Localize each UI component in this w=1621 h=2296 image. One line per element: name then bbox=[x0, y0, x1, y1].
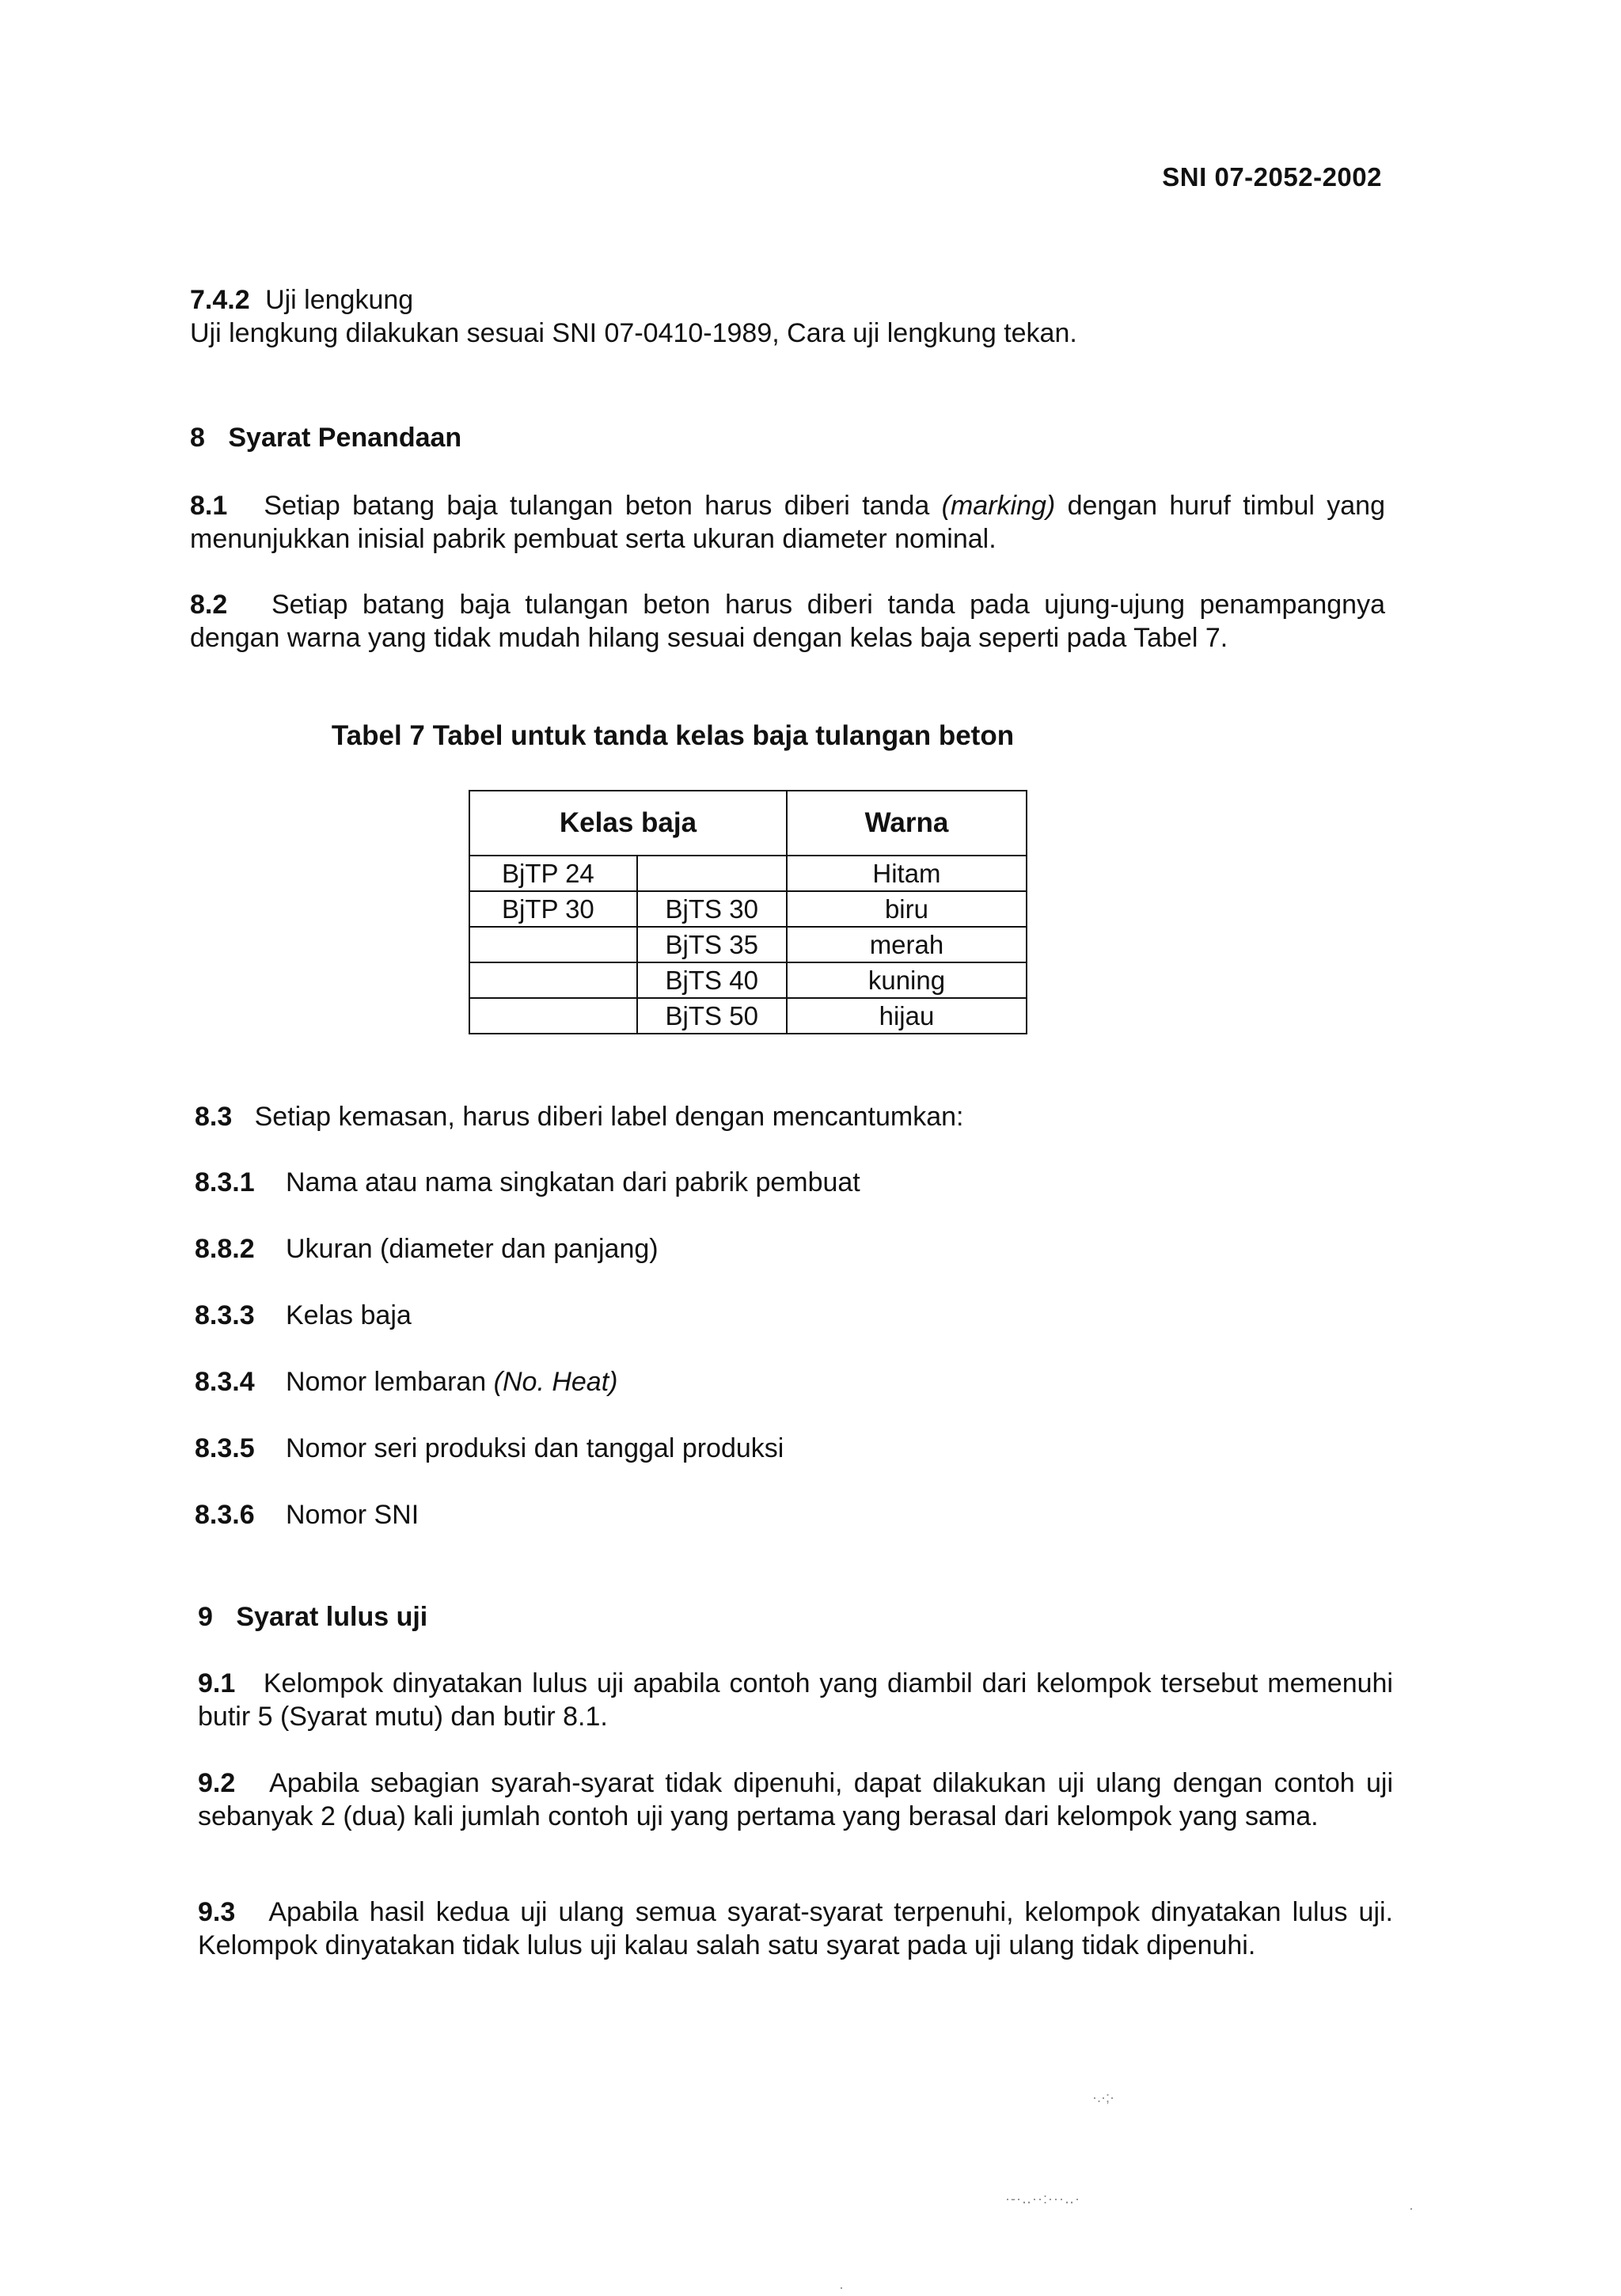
list-item-text: Nomor lembaran bbox=[286, 1367, 494, 1397]
paragraph-number: 8.3 bbox=[195, 1102, 233, 1132]
scan-speck: · bbox=[1409, 2200, 1414, 2216]
list-item-text: Kelas baja bbox=[286, 1300, 412, 1330]
paragraph-text-a: Setiap batang baja tulangan beton harus diberi tanda bbox=[264, 491, 942, 521]
paragraph-9-2 bbox=[198, 1767, 1393, 1833]
paragraph-text: Setiap batang baja tulangan beton harus diberi tanda pada ujung-ujung penampangnya dengan warna yang tidak mudah hilang sesuai dengan kelas baja seperti pada Tabel 7. bbox=[190, 590, 1385, 653]
list-item-text: Nama atau nama singkatan dari pabrik pembuat bbox=[286, 1167, 860, 1197]
scan-speck: ·.·;· bbox=[1092, 2089, 1114, 2105]
table-header-row bbox=[469, 791, 1027, 856]
paragraph-8-1 bbox=[190, 489, 1385, 556]
table-cell: BjTS 50 bbox=[637, 998, 787, 1034]
column-header-warna: Warna bbox=[787, 791, 1027, 856]
paragraph-text-italic: (marking) bbox=[941, 491, 1056, 521]
paragraph-9-1 bbox=[198, 1667, 1393, 1733]
list-item bbox=[195, 1234, 659, 1265]
section-number: 8 bbox=[190, 423, 205, 453]
section-8-heading bbox=[190, 423, 461, 454]
column-header-kelas-baja: Kelas baja bbox=[469, 791, 787, 856]
section-7-4-2-heading bbox=[190, 283, 1393, 317]
paragraph-number: 8.1 bbox=[190, 491, 228, 521]
table-cell bbox=[469, 998, 637, 1034]
paragraph-text: Kelompok dinyatakan lulus uji apabila contoh yang diambil dari kelompok tersebut memenuhi butir 5 (Syarat mutu) dan butir 8.1. bbox=[198, 1668, 1393, 1732]
table-cell: BjTS 30 bbox=[637, 891, 787, 927]
list-item-text: Nomor SNI bbox=[286, 1500, 419, 1530]
list-item-number: 8.3.4 bbox=[195, 1367, 255, 1397]
list-item bbox=[195, 1167, 860, 1198]
section-title: Uji lengkung bbox=[265, 285, 414, 315]
list-item bbox=[195, 1300, 412, 1331]
paragraph-number: 9.2 bbox=[198, 1768, 236, 1798]
paragraph-8-2 bbox=[190, 588, 1385, 655]
paragraph-number: 9.3 bbox=[198, 1897, 236, 1927]
document-id-header: SNI 07-2052-2002 bbox=[1162, 162, 1382, 192]
paragraph-number: 9.1 bbox=[198, 1668, 236, 1698]
table-cell bbox=[469, 962, 637, 998]
table-row bbox=[469, 962, 1027, 998]
table-row bbox=[469, 998, 1027, 1034]
scan-speck: ·-·‥··:···‥· bbox=[1005, 2191, 1080, 2207]
table-cell bbox=[637, 856, 787, 891]
paragraph-text: Apabila sebagian syarah-syarat tidak dipenuhi, dapat dilakukan uji ulang dengan contoh uji sebanyak 2 (dua) kali jumlah contoh uji yang pertama yang berasal dari kelompok yang sama. bbox=[198, 1768, 1394, 1831]
section-7-4-2-text: Uji lengkung dilakukan sesuai SNI 07-0410-1989, Cara uji lengkung tekan. bbox=[190, 318, 1077, 348]
list-item-number: 8.3.3 bbox=[195, 1300, 255, 1330]
scan-speck: · bbox=[839, 2279, 844, 2295]
list-item-text-italic: (No. Heat) bbox=[493, 1367, 618, 1397]
paragraph-text: Setiap kemasan, harus diberi label dengan mencantumkan: bbox=[254, 1102, 964, 1132]
table-7 bbox=[469, 790, 1027, 1034]
table-cell bbox=[469, 927, 637, 962]
section-number: 7.4.2 bbox=[190, 285, 250, 315]
list-item bbox=[195, 1433, 784, 1464]
paragraph-number: 8.2 bbox=[190, 590, 228, 620]
table-7-caption: Tabel 7 Tabel untuk tanda kelas baja tulangan beton bbox=[331, 720, 1015, 751]
table-cell: hijau bbox=[787, 998, 1027, 1034]
table-cell: BjTP 24 bbox=[469, 856, 637, 891]
section-title: Syarat Penandaan bbox=[228, 423, 462, 453]
paragraph-9-3 bbox=[198, 1896, 1393, 1962]
list-item bbox=[195, 1367, 617, 1398]
table-cell: BjTS 35 bbox=[637, 927, 787, 962]
table-cell: merah bbox=[787, 927, 1027, 962]
list-item-number: 8.8.2 bbox=[195, 1234, 255, 1264]
section-number: 9 bbox=[198, 1602, 213, 1632]
table-cell: biru bbox=[787, 891, 1027, 927]
list-item-text: Ukuran (diameter dan panjang) bbox=[286, 1234, 659, 1264]
section-7-4-2 bbox=[190, 283, 1393, 350]
paragraph-text: Apabila hasil kedua uji ulang semua syarat-syarat terpenuhi, kelompok dinyatakan lulus uji. Kelompok dinyatakan tidak lulus uji kalau salah satu syarat pada uji ulang tidak dipenuhi. bbox=[198, 1897, 1393, 1960]
table-row bbox=[469, 856, 1027, 891]
list-item-number: 8.3.1 bbox=[195, 1167, 255, 1197]
list-item-number: 8.3.6 bbox=[195, 1500, 255, 1530]
paragraph-8-3 bbox=[195, 1100, 1390, 1133]
paragraph-text-b: dengan huruf timbul yang menunjukkan inisial pabrik pembuat serta ukuran diameter nominal. bbox=[190, 491, 1385, 554]
list-item bbox=[195, 1500, 419, 1531]
list-item-text: Nomor seri produksi dan tanggal produksi bbox=[286, 1433, 784, 1463]
list-item-number: 8.3.5 bbox=[195, 1433, 255, 1463]
section-title: Syarat lulus uji bbox=[236, 1602, 428, 1632]
table-row bbox=[469, 927, 1027, 962]
table-cell: BjTP 30 bbox=[469, 891, 637, 927]
table-cell: BjTS 40 bbox=[637, 962, 787, 998]
table-cell: Hitam bbox=[787, 856, 1027, 891]
table-cell: kuning bbox=[787, 962, 1027, 998]
table-row bbox=[469, 891, 1027, 927]
section-9-heading bbox=[198, 1602, 427, 1633]
